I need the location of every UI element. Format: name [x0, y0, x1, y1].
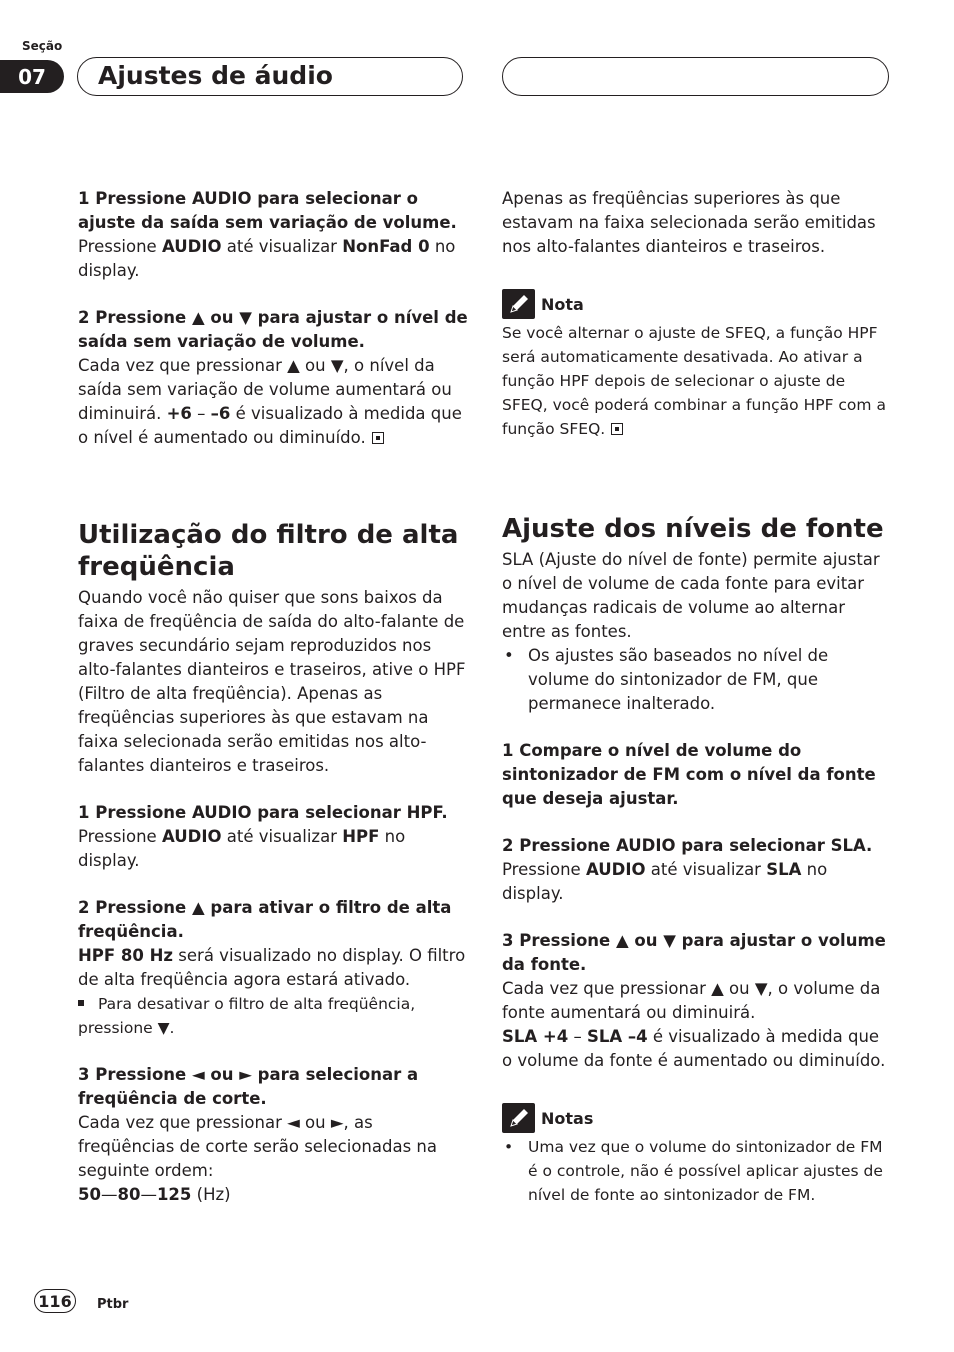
- language-code: Ptbr: [97, 1297, 129, 1312]
- step-body: HPF 80 Hz será visualizado no display. O filtro de alta freqüência agora estará ativado.: [78, 946, 466, 989]
- hpf-intro: Quando você não quiser que sons baixos da faixa de freqüência de saída do alto-falante de graves secundário sejam reproduzidos nos alto-falantes dianteiros e traseiros, ative o HPF (Filtro de alta freqüência). Apenas as freqüências superiores às que estavam na faixa selecionada serão emitidas nos alto-falantes dianteiros e traseiros.: [78, 588, 466, 775]
- step-heading: 1 Pressione AUDIO para selecionar HPF.: [78, 803, 448, 822]
- bullet-item: • Os ajustes são baseados no nível de volume do sintonizador de FM, que permanece inalterado.: [504, 646, 829, 713]
- step-heading: 1 Pressione AUDIO para selecionar o ajuste da saída sem variação de volume.: [78, 189, 457, 232]
- note-header: Nota: [502, 289, 892, 319]
- sub-item: Para desativar o filtro de alta freqüência, pressione ▼.: [78, 995, 416, 1037]
- note-pencil-icon: [502, 289, 535, 319]
- hpf-section: [78, 519, 468, 1207]
- section-heading-hpf: Utilização do filtro de alta freqüência: [78, 520, 459, 582]
- section-heading-sla: Ajuste dos níveis de fonte: [502, 514, 884, 544]
- section-label: Seção: [22, 39, 63, 53]
- step-heading: 1 Compare o nível de volume do sintonizador de FM com o nível da fonte que deseja ajustar.: [502, 741, 876, 808]
- page-title: Ajustes de áudio: [98, 61, 333, 90]
- note-text: Se você alternar o ajuste de SFEQ, a função HPF será automaticamente desativada. Ao ativar a função HPF depois de selecionar o ajuste de SFEQ, você poderá combinar a função HPF com a função SFEQ.: [502, 324, 886, 438]
- step-heading: 2 Pressione AUDIO para selecionar SLA.: [502, 836, 873, 855]
- sla-intro: SLA (Ajuste do nível de fonte) permite ajustar o nível de volume de cada fonte para evitar mudanças radicais de volume ao alternar entre as fontes.: [502, 550, 880, 641]
- page-number: 116: [34, 1289, 76, 1313]
- sla-section: [502, 513, 892, 1207]
- end-mark-icon: [372, 432, 384, 444]
- step-body: Pressione AUDIO até visualizar NonFad 0 no display.: [78, 237, 456, 280]
- end-mark-icon: [611, 423, 623, 435]
- step-body: Cada vez que pressionar ▲ ou ▼, o nível da saída sem variação de volume aumentará ou diminuirá. +6 – –6 é visualizado à medida que o nível é aumentado ou diminuído.: [78, 356, 462, 447]
- step-heading: 2 Pressione ▲ ou ▼ para ajustar o nível de saída sem variação de volume.: [78, 308, 468, 351]
- header-empty-frame: [502, 57, 889, 96]
- note-bullet-item: • Uma vez que o volume do sintonizador de FM é o controle, não é possível aplicar ajustes de nível de fonte ao sintonizador de FM.: [502, 1135, 892, 1207]
- notes-header: Notas: [502, 1103, 892, 1133]
- continued-text: Apenas as freqüências superiores às que estavam na faixa selecionada serão emitidas nos alto-falantes dianteiros e traseiros.: [502, 189, 876, 256]
- bullet-dot-icon: •: [504, 1138, 514, 1156]
- square-bullet-icon: [78, 1000, 84, 1006]
- step-heading: 3 Pressione ▲ ou ▼ para ajustar o volume da fonte.: [502, 931, 886, 974]
- left-column-top: [78, 187, 468, 450]
- section-number-badge: 07: [0, 60, 64, 93]
- step-body: Cada vez que pressionar ◄ ou ►, as freqüências de corte serão selecionadas na seguinte ordem:: [78, 1113, 437, 1180]
- step-heading: 2 Pressione ▲ para ativar o filtro de alta freqüência.: [78, 898, 452, 941]
- frequency-sequence: 50—80—125 (Hz): [78, 1185, 231, 1204]
- bullet-dot-icon: •: [504, 646, 514, 665]
- step-body: Pressione AUDIO até visualizar SLA no display.: [502, 860, 828, 903]
- step-body: Pressione AUDIO até visualizar HPF no display.: [78, 827, 406, 870]
- right-column-top: [502, 187, 892, 441]
- step-body: Cada vez que pressionar ▲ ou ▼, o volume da fonte aumentará ou diminuirá.: [502, 979, 881, 1022]
- note-pencil-icon: [502, 1103, 535, 1133]
- step-body: SLA +4 – SLA –4 é visualizado à medida que o volume da fonte é aumentado ou diminuído.: [502, 1027, 886, 1070]
- step-heading: 3 Pressione ◄ ou ► para selecionar a freqüência de corte.: [78, 1065, 419, 1108]
